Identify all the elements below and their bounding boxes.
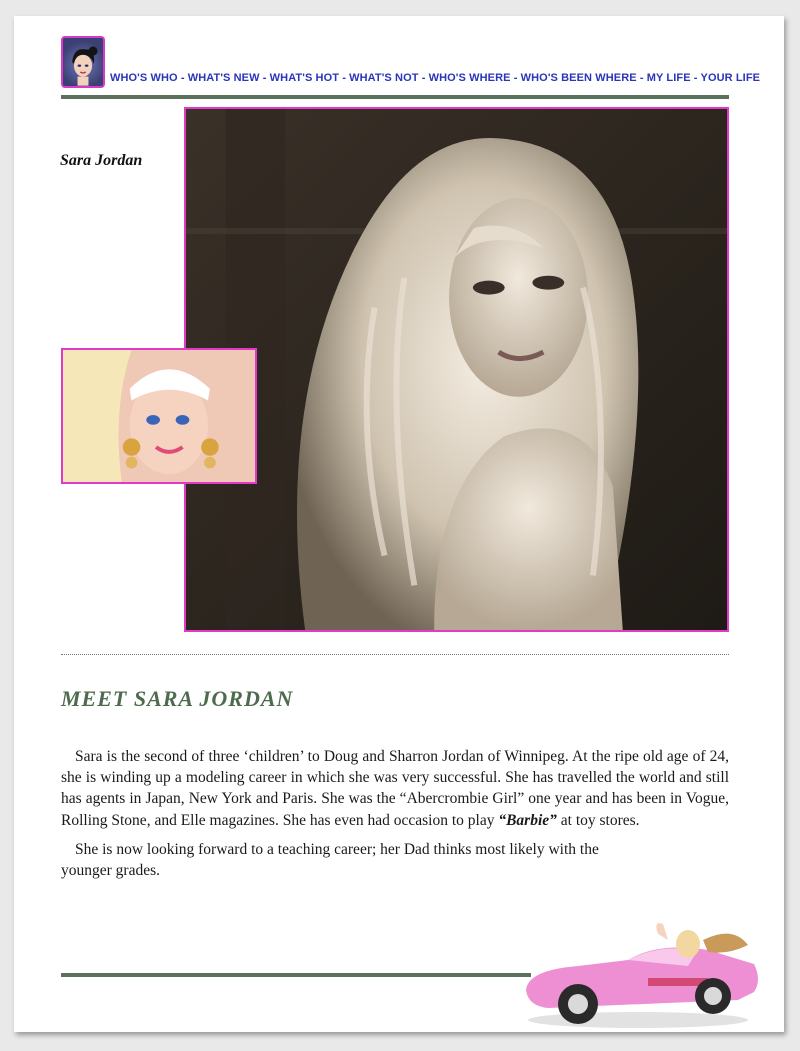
portrait-photo	[184, 107, 729, 632]
name-tag: Sara Jordan	[60, 152, 143, 169]
article-body	[61, 746, 729, 889]
paragraph-1: Sara is the second of three ‘children’ to Doug and Sharron Jordan of Winnipeg. At the ripe old age of 24, she is winding up a modeling career in which she was very successful. She has travelled the world and still has agents in Japan, New York and Paris. She was the “Abercrombie Girl” one year and has been in Vogue, Rolling Stone, and Elle magazines. She has even had occasion to play “Barbie” at toy stores.	[61, 748, 729, 829]
bottom-divider	[61, 973, 531, 977]
pink-car-icon	[518, 920, 763, 1032]
barbie-doll-photo	[61, 348, 257, 484]
paragraph-2: She is now looking forward to a teaching career; her Dad thinks most likely with the younger grades.	[61, 840, 599, 880]
doll-logo-icon[interactable]	[61, 36, 105, 88]
dotted-divider	[61, 654, 729, 655]
top-navigation[interactable]: WHO'S WHO - WHAT'S NEW - WHAT'S HOT - WHAT'S NOT - WHO'S WHERE - WHO'S BEEN WHERE - MY LIFE - YOUR LIFE	[110, 72, 761, 84]
top-divider	[61, 95, 729, 99]
article-headline: MEET SARA JORDAN	[61, 686, 294, 711]
